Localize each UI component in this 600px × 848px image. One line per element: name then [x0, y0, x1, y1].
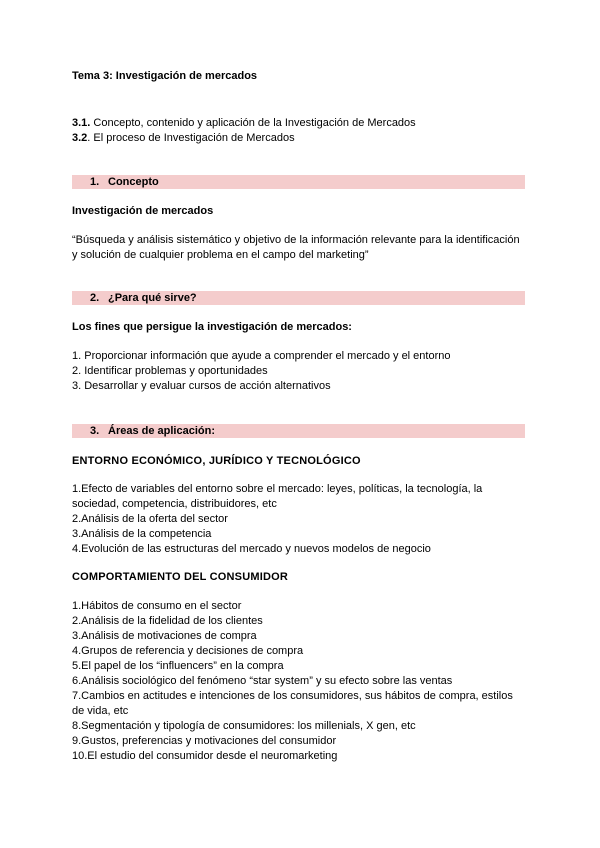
list-item: 6.Análisis sociológico del fenómeno “star system” y su efecto sobre las ventas	[72, 675, 453, 687]
toc-item-1	[72, 117, 416, 129]
list-item: 1. Proporcionar información que ayude a comprender el mercado y el entorno	[72, 350, 451, 362]
toc-text: . El proceso de Investigación de Mercados	[87, 132, 295, 144]
list-item: 8.Segmentación y tipología de consumidores: los millenials, X gen, etc	[72, 720, 416, 732]
section-number: 3.	[90, 425, 100, 437]
section-number: 1.	[90, 176, 100, 188]
list-item: 3.Análisis de la competencia	[72, 528, 212, 540]
page-title: Tema 3: Investigación de mercados	[72, 70, 258, 82]
list-item: 3. Desarrollar y evaluar cursos de acción alternativos	[72, 380, 331, 392]
toc-text: Concepto, contenido y aplicación de la Investigación de Mercados	[90, 117, 416, 129]
list-item: 2.Análisis de la oferta del sector	[72, 513, 228, 525]
list-item: 4.Grupos de referencia y decisiones de compra	[72, 645, 304, 657]
entorno-list	[72, 482, 482, 557]
sirve-list	[72, 349, 451, 394]
list-item: de vida, etc	[72, 705, 129, 717]
section-title: Concepto	[108, 176, 159, 188]
section-number: 2.	[90, 292, 100, 304]
list-item: 10.El estudio del consumidor desde el neuromarketing	[72, 750, 338, 762]
section-header-concepto	[72, 175, 525, 189]
list-item: 9.Gustos, preferencias y motivaciones del consumidor	[72, 735, 337, 747]
consumidor-list	[72, 599, 513, 764]
sirve-heading: Los fines que persigue la investigación de mercados:	[72, 321, 352, 333]
definition-line: y solución de cualquier problema en el campo del marketing”	[72, 249, 369, 261]
section-header-para-que-sirve	[72, 291, 525, 305]
list-item: sociedad, competencia, distribuidores, etc	[72, 498, 277, 510]
toc-item-2	[72, 132, 295, 144]
section-title: ¿Para qué sirve?	[108, 292, 197, 304]
consumidor-heading: COMPORTAMIENTO DEL CONSUMIDOR	[72, 571, 289, 583]
list-item: 1.Efecto de variables del entorno sobre el mercado: leyes, políticas, la tecnología, la	[72, 483, 483, 495]
toc-num: 3.2	[72, 132, 88, 144]
list-item: 5.El papel de los “influencers” en la compra	[72, 660, 284, 672]
list-item: 2.Análisis de la fidelidad de los clientes	[72, 615, 263, 627]
list-item: 2. Identificar problemas y oportunidades	[72, 365, 268, 377]
list-item: 4.Evolución de las estructuras del mercado y nuevos modelos de negocio	[72, 543, 431, 555]
list-item: 7.Cambios en actitudes e intenciones de los consumidores, sus hábitos de compra, estilos	[72, 690, 513, 702]
list-item: 3.Análisis de motivaciones de compra	[72, 630, 257, 642]
list-item: 1.Hábitos de consumo en el sector	[72, 600, 242, 612]
concepto-heading: Investigación de mercados	[72, 205, 214, 217]
section-title: Áreas de aplicación:	[108, 425, 215, 437]
section-header-areas	[72, 424, 525, 438]
concepto-definition	[72, 233, 520, 263]
entorno-heading: ENTORNO ECONÓMICO, JURÍDICO Y TECNOLÓGICO	[72, 455, 361, 467]
definition-line: “Búsqueda y análisis sistemático y objetivo de la información relevante para la identificación	[72, 234, 520, 246]
toc-num: 3.1.	[72, 117, 91, 129]
